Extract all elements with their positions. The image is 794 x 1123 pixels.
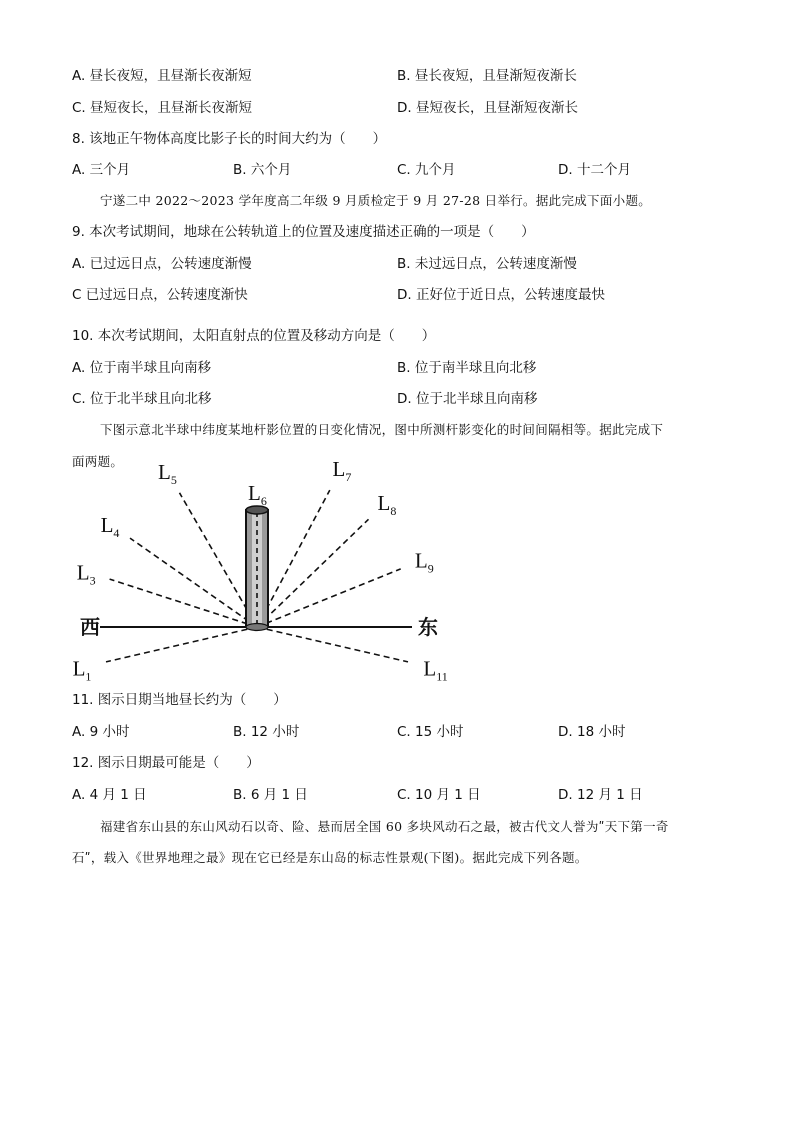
shadow-line-l3 xyxy=(110,579,257,627)
shadow-line-l9 xyxy=(257,569,401,627)
shadow-label-l4: $L_4$ xyxy=(100,512,120,540)
q9-stem: 9. 本次考试期间，地球在公转轨道上的位置及速度描述正确的一项是（ ） xyxy=(72,224,535,240)
q9-option-c: C 已过远日点，公转速度渐快 xyxy=(72,287,248,303)
intro-dongshan-line1: 福建省东山县的东山风动石以奇、险、悬而居全国 60 多块风动石之最，被古代文人誉为ʺ天下第一奇 xyxy=(100,819,669,834)
q8-option-c: C. 九个月 xyxy=(397,162,456,178)
q7-option-b: B. 昼长夜短，且昼渐短夜渐长 xyxy=(397,68,577,84)
shadow-line-l8 xyxy=(257,519,369,627)
q8-option-b: B. 六个月 xyxy=(233,162,292,178)
q10-option-b: B. 位于南半球且向北移 xyxy=(397,360,537,376)
shadow-label-l7: $L_7$ xyxy=(332,457,352,485)
q11-option-a: A. 9 小时 xyxy=(72,724,130,740)
west-label: 西 xyxy=(80,615,100,639)
q9-option-a: A. 已过远日点，公转速度渐慢 xyxy=(72,256,252,272)
q10-option-d: D. 位于北半球且向南移 xyxy=(397,391,538,407)
q9-option-b: B. 未过远日点，公转速度渐慢 xyxy=(397,256,577,272)
intro-exam-date: 宁遂二中 2022～2023 学年度高二年级 9 月质检定于 9 月 27-28 日举行。据此完成下面小题。 xyxy=(100,193,652,208)
intro-dongshan-line2: 石ʺ，载入《世界地理之最》现在它已经是东山岛的标志性景观(下图)。据此完成下列各题。 xyxy=(72,850,588,865)
q7-option-a: A. 昼长夜短，且昼渐长夜渐短 xyxy=(72,68,252,84)
q10-option-c: C. 位于北半球且向北移 xyxy=(72,391,212,407)
east-label: 东 xyxy=(418,615,438,639)
q12-option-b: B. 6 月 1 日 xyxy=(233,787,308,803)
shadow-label-l9: $L_9$ xyxy=(414,548,434,576)
pole-base xyxy=(246,624,268,631)
q12-stem: 12. 图示日期最可能是（ ） xyxy=(72,755,260,771)
q7-option-d: D. 昼短夜长，且昼渐短夜渐长 xyxy=(397,100,578,116)
q10-option-a: A. 位于南半球且向南移 xyxy=(72,360,212,376)
q10-stem: 10. 本次考试期间，太阳直射点的位置及移动方向是（ ） xyxy=(72,328,436,344)
shadow-label-l11: $L_{11}$ xyxy=(423,656,448,684)
q8-option-d: D. 十二个月 xyxy=(558,162,631,178)
shadow-line-l4 xyxy=(130,538,257,627)
shadow-label-l5: $L_5$ xyxy=(158,460,177,488)
q11-option-b: B. 12 小时 xyxy=(233,724,300,740)
q8-option-a: A. 三个月 xyxy=(72,162,131,178)
shadow-label-l8: $L_8$ xyxy=(377,491,397,518)
q8-stem: 8. 该地正午物体高度比影子长的时间大约为（ ） xyxy=(72,131,387,147)
q11-stem: 11. 图示日期当地昼长约为（ ） xyxy=(72,692,287,708)
intro-shadow-line1: 下图示意北半球中纬度某地杆影位置的日变化情况，图中所测杆影变化的时间间隔相等。据此完成下 xyxy=(100,422,664,437)
shadow-label-l3: $L_3$ xyxy=(76,560,96,588)
shadow-line-l1 xyxy=(106,627,257,662)
q12-option-d: D. 12 月 1 日 xyxy=(558,787,643,803)
q9-option-d: D. 正好位于近日点，公转速度最快 xyxy=(397,287,605,303)
q11-option-c: C. 15 小时 xyxy=(397,724,464,740)
shadow-line-l11 xyxy=(257,627,408,662)
shadow-label-l1: $L_1$ xyxy=(72,656,92,684)
q11-option-d: D. 18 小时 xyxy=(558,724,626,740)
q7-option-c: C. 昼短夜长，且昼渐长夜渐短 xyxy=(72,100,253,116)
q12-option-a: A. 4 月 1 日 xyxy=(72,787,147,803)
intro-shadow-line2: 面两题。 xyxy=(72,454,124,469)
q12-option-c: C. 10 月 1 日 xyxy=(397,787,481,803)
shadow-label-l6: $L_6$ xyxy=(248,481,267,508)
